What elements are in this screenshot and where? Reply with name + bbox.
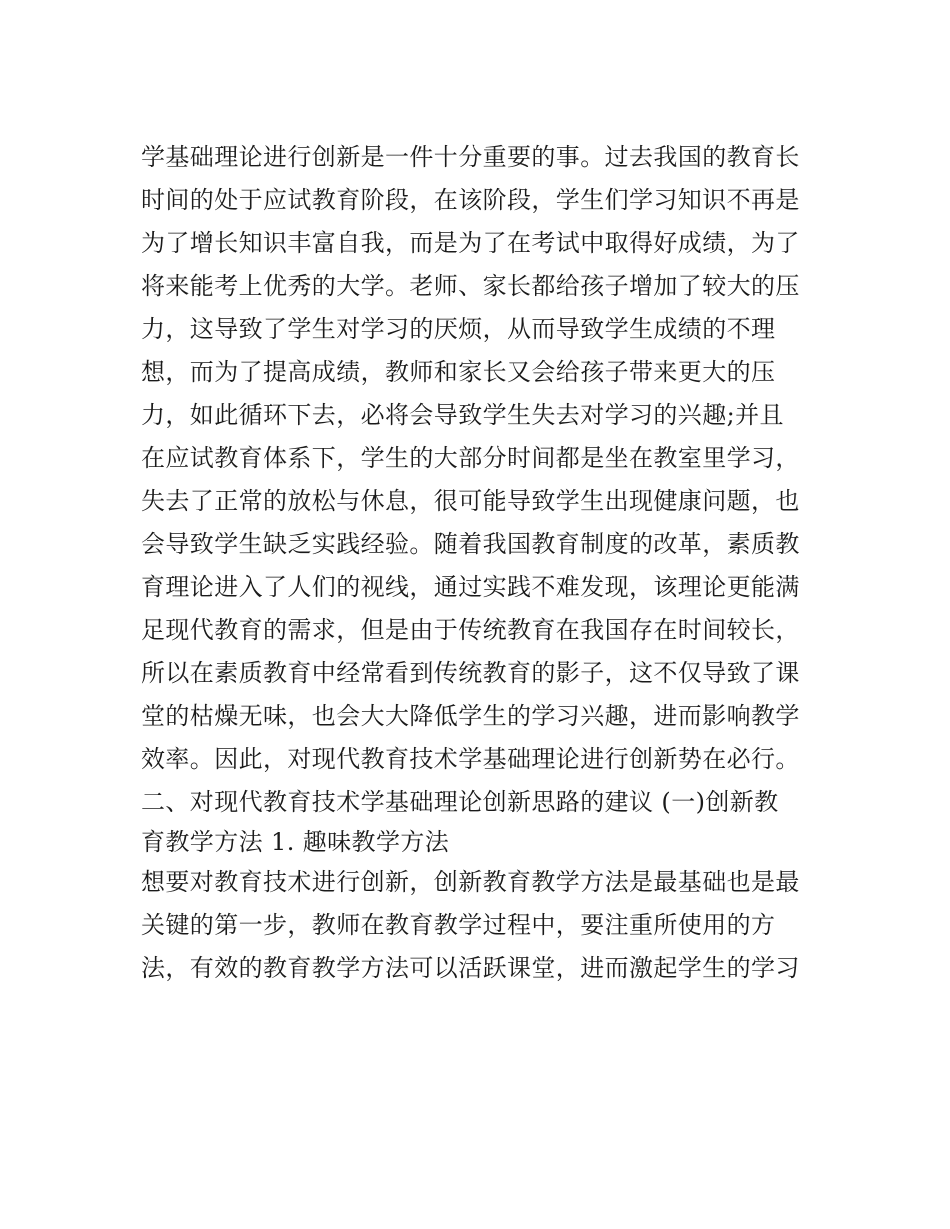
text-line: 堂的枯燥无味，也会大大降低学生的学习兴趣，进而影响教学 [141,702,800,730]
text-line: 学基础理论进行创新是一件十分重要的事。过去我国的教育长 [141,143,800,171]
body-text [141,136,821,990]
text-line: 会导致学生缺乏实践经验。随着我国教育制度的改革，素质教 [141,530,800,558]
text-line: 法，有效的教育教学方法可以活跃课堂，进而激起学生的学习 [141,954,800,982]
text-line: 想要对教育技术进行创新，创新教育教学方法是最基础也是最 [141,868,800,896]
text-line: 力，如此循环下去，必将会导致学生失去对学习的兴趣;并且 [141,401,784,429]
text-line: 时间的处于应试教育阶段，在该阶段，学生们学习知识不再是 [141,186,800,214]
text-line: 力，这导致了学生对学习的厌烦，从而导致学生成绩的不理 [141,315,776,343]
text-line: 所以在素质教育中经常看到传统教育的影子，这不仅导致了课 [141,659,800,687]
text-line: 足现代教育的需求，但是由于传统教育在我国存在时间较长， [141,616,800,644]
text-line: 效率。因此，对现代教育技术学基础理论进行创新势在必行。 [141,745,800,773]
text-line: 在应试教育体系下，学生的大部分时间都是坐在教室里学习， [141,444,800,472]
text-line: 育理论进入了人们的视线，通过实践不难发现，该理论更能满 [141,573,800,601]
text-line: 为了增长知识丰富自我，而是为了在考试中取得好成绩，为了 [141,229,800,257]
text-line: 失去了正常的放松与休息，很可能导致学生出现健康问题，也 [141,487,800,515]
text-line: 关键的第一步，教师在教育教学过程中，要注重所使用的方 [141,911,776,939]
section-heading-line: 二、对现代教育技术学基础理论创新思路的建议 (一)创新教 [141,788,779,816]
section-heading-line: 育教学方法 1. 趣味教学方法 [141,828,450,856]
text-line: 想，而为了提高成绩，教师和家长又会给孩子带来更大的压 [141,358,776,386]
text-line: 将来能考上优秀的大学。老师、家长都给孩子增加了较大的压 [141,272,800,300]
